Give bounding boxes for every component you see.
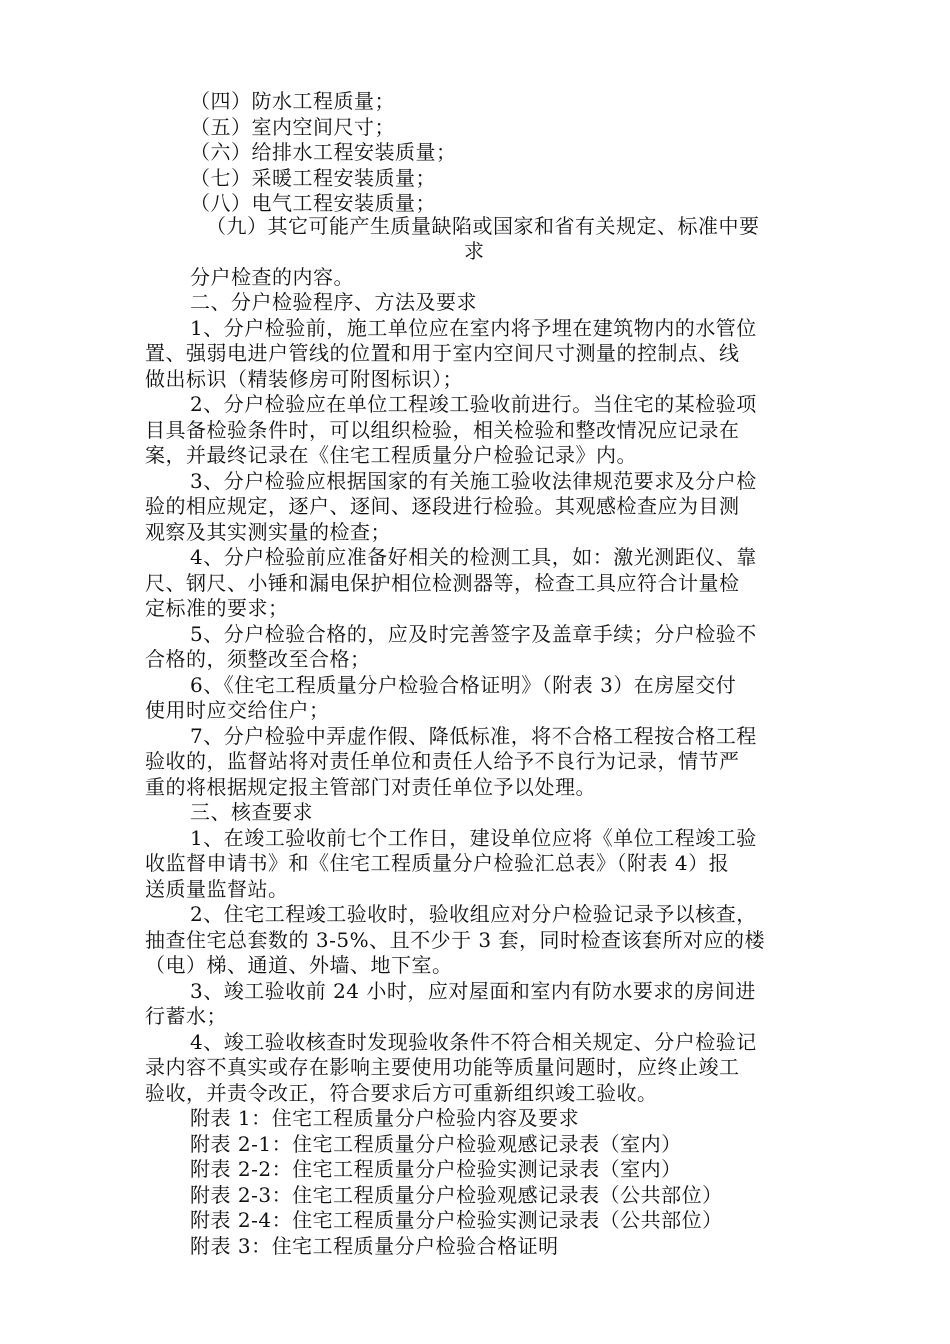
attachment-2-2: 附表 2-2：住宅工程质量分户检验实测记录表（室内）	[190, 1157, 682, 1181]
paragraph-line: 5、分户检验合格的，应及时完善签字及盖章手续；分户检验不	[190, 622, 757, 646]
paragraph-line: 做出标识（精装修房可附图标识）；	[145, 367, 463, 391]
paragraph-line: 收监督申请书》和《住宅工程质量分户检验汇总表》（附表 4）报	[145, 851, 730, 875]
paragraph-line: 分户检查的内容。	[190, 265, 354, 289]
paragraph-line: 使用时应交给住户；	[145, 698, 330, 722]
paragraph-line: 重的将根据规定报主管部门对责任单位予以处理。	[145, 775, 596, 799]
paragraph-line: 目具备检验条件时，可以组织检验，相关检验和整改情况应记录在	[145, 418, 740, 442]
paragraph-line: 送质量监督站。	[145, 877, 289, 901]
item-four: （四）防水工程质量；	[190, 89, 395, 113]
item-seven: （七）采暖工程安装质量；	[190, 166, 436, 190]
paragraph-line: 2、分户检验应在单位工程竣工验收前进行。当住宅的某检验项	[190, 392, 757, 416]
paragraph-line: 1、分户检验前，施工单位应在室内将予埋在建筑物内的水管位	[190, 316, 757, 340]
paragraph-line: 验收的，监督站将对责任单位和责任人给予不良行为记录，情节严	[145, 749, 740, 773]
paragraph-line: 置、强弱电进户管线的位置和用于室内空间尺寸测量的控制点、线	[145, 341, 740, 365]
paragraph-line: 定标准的要求；	[145, 596, 289, 620]
paragraph-line: 行蓄水；	[145, 1004, 227, 1028]
attachment-3: 附表 3：住宅工程质量分户检验合格证明	[190, 1234, 559, 1258]
paragraph-line: 3、竣工验收前 24 小时，应对屋面和室内有防水要求的房间进	[190, 979, 756, 1003]
item-five: （五）室内空间尺寸；	[190, 115, 395, 139]
attachment-2-4: 附表 2-4：住宅工程质量分户检验实测记录表（公共部位）	[190, 1208, 723, 1232]
paragraph-line: 4、分户检验前应准备好相关的检测工具，如：激光测距仪、靠	[190, 545, 757, 569]
paragraph-line: 6、《住宅工程质量分户检验合格证明》（附表 3）在房屋交付	[190, 673, 737, 697]
paragraph-line: 案，并最终记录在《住宅工程质量分户检验记录》内。	[145, 443, 637, 467]
paragraph-line: 合格的，须整改至合格；	[145, 647, 371, 671]
paragraph-line: 抽查住宅总套数的 3-5%、且不少于 3 套，同时检查该套所对应的楼	[145, 928, 766, 952]
paragraph-line: 1、在竣工验收前七个工作日，建设单位应将《单位工程竣工验	[190, 826, 757, 850]
paragraph-line: 验的相应规定，逐户、逐间、逐段进行检验。其观感检查应为目测	[145, 494, 740, 518]
section-heading-three: 三、核查要求	[190, 800, 313, 824]
paragraph-line: 4、竣工验收核查时发现验收条件不符合相关规定、分户检验记	[190, 1030, 757, 1054]
item-six: （六）给排水工程安装质量；	[190, 140, 457, 164]
paragraph-line: 验收，并责令改正，符合要求后方可重新组织竣工验收。	[145, 1081, 658, 1105]
paragraph-line: 7、分户检验中弄虚作假、降低标准，将不合格工程按合格工程	[190, 724, 757, 748]
attachment-1: 附表 1：住宅工程质量分户检验内容及要求	[190, 1106, 580, 1130]
attachment-2-1: 附表 2-1：住宅工程质量分户检验观感记录表（室内）	[190, 1132, 682, 1156]
paragraph-line: 3、分户检验应根据国家的有关施工验收法律规范要求及分户检	[190, 469, 757, 493]
paragraph-line: 观察及其实测实量的检查；	[145, 520, 391, 544]
attachment-2-3: 附表 2-3：住宅工程质量分户检验观感记录表（公共部位）	[190, 1183, 723, 1207]
item-nine: （九）其它可能产生质量缺陷或国家和省有关规定、标准中要	[206, 214, 760, 238]
item-eight: （八）电气工程安装质量；	[190, 191, 436, 215]
paragraph-line: 2、住宅工程竣工验收时，验收组应对分户检验记录予以核查，	[190, 902, 757, 926]
paragraph-line: 录内容不真实或存在影响主要使用功能等质量问题时，应终止竣工	[145, 1055, 740, 1079]
section-heading-two: 二、分户检验程序、方法及要求	[190, 290, 477, 314]
paragraph-line: （电）梯、通道、外墙、地下室。	[145, 953, 453, 977]
item-nine-continued: 求	[464, 239, 485, 263]
paragraph-line: 尺、钢尺、小锤和漏电保护相位检测器等，检查工具应符合计量检	[145, 571, 740, 595]
